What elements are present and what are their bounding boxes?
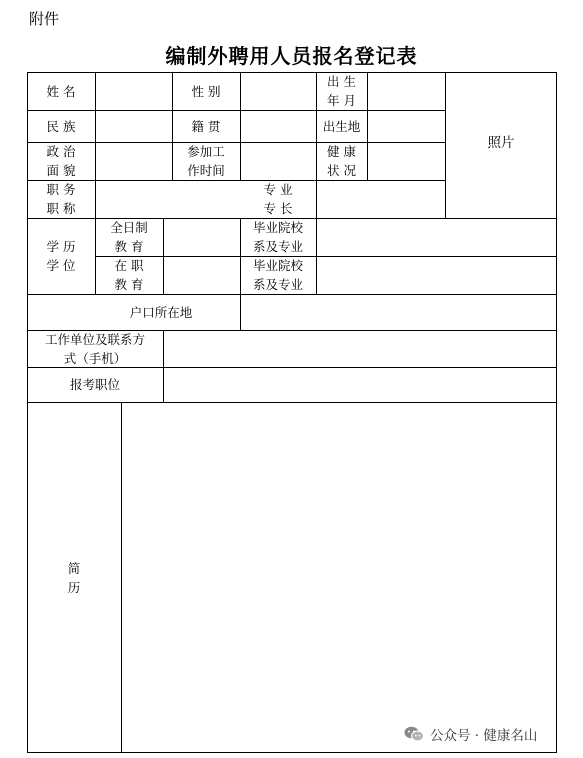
parttime-school-field[interactable]	[316, 256, 557, 294]
form-title: 编制外聘用人员报名登记表	[165, 44, 418, 68]
employer-contact-field[interactable]	[163, 330, 557, 367]
health-label: 健 康 状 况	[327, 144, 356, 178]
specialty-field[interactable]	[316, 180, 445, 218]
annex-label: 附件	[29, 10, 60, 28]
position-field[interactable]	[163, 367, 557, 402]
fulltime-school-label: 毕业院校 系及专业	[252, 220, 303, 254]
education-label: 学 历 学 位	[46, 239, 76, 273]
hukou-label: 户口所在地	[129, 304, 193, 320]
health-field[interactable]	[367, 142, 445, 180]
parttime-education-label: 在 职 教 育	[114, 258, 144, 292]
photo-area[interactable]: 照片	[487, 135, 515, 151]
native-place-label: 籍 贯	[191, 118, 221, 134]
political-status-label: 政 治 面 貌	[46, 144, 76, 178]
job-title-field[interactable]	[95, 180, 240, 218]
birthplace-field[interactable]	[367, 110, 445, 142]
name-label: 姓 名	[46, 83, 76, 99]
wechat-icon	[404, 726, 424, 742]
fulltime-education-field[interactable]	[163, 218, 240, 256]
job-title-label: 职 务 职 称	[46, 182, 76, 216]
resume-label: 简 历	[67, 560, 81, 595]
gender-field[interactable]	[240, 72, 316, 110]
specialty-label: 专 业 专 长	[263, 182, 293, 216]
birthplace-label: 出生地	[322, 118, 361, 134]
birth-date-field[interactable]	[367, 72, 445, 110]
work-start-label: 参加工 作时间	[187, 144, 225, 178]
gender-label: 性 别	[191, 83, 221, 99]
watermark-text: 公众号 · 健康名山	[430, 728, 538, 744]
position-label: 报考职位	[69, 377, 120, 392]
political-status-field[interactable]	[95, 142, 172, 180]
native-place-field[interactable]	[240, 110, 316, 142]
employer-contact-label: 工作单位及联系方 式（手机）	[44, 331, 145, 366]
parttime-school-label: 毕业院校 系及专业	[252, 258, 303, 292]
fulltime-school-field[interactable]	[316, 218, 557, 256]
name-field[interactable]	[95, 72, 172, 110]
resume-field[interactable]	[121, 402, 557, 753]
fulltime-education-label: 全日制 教 育	[110, 220, 148, 254]
watermark	[404, 724, 537, 744]
ethnicity-field[interactable]	[95, 110, 172, 142]
work-start-field[interactable]	[240, 142, 316, 180]
ethnicity-label: 民 族	[46, 118, 76, 134]
hukou-field[interactable]	[240, 294, 557, 330]
birth-date-label: 出 生 年 月	[327, 74, 356, 108]
parttime-education-field[interactable]	[163, 256, 240, 294]
